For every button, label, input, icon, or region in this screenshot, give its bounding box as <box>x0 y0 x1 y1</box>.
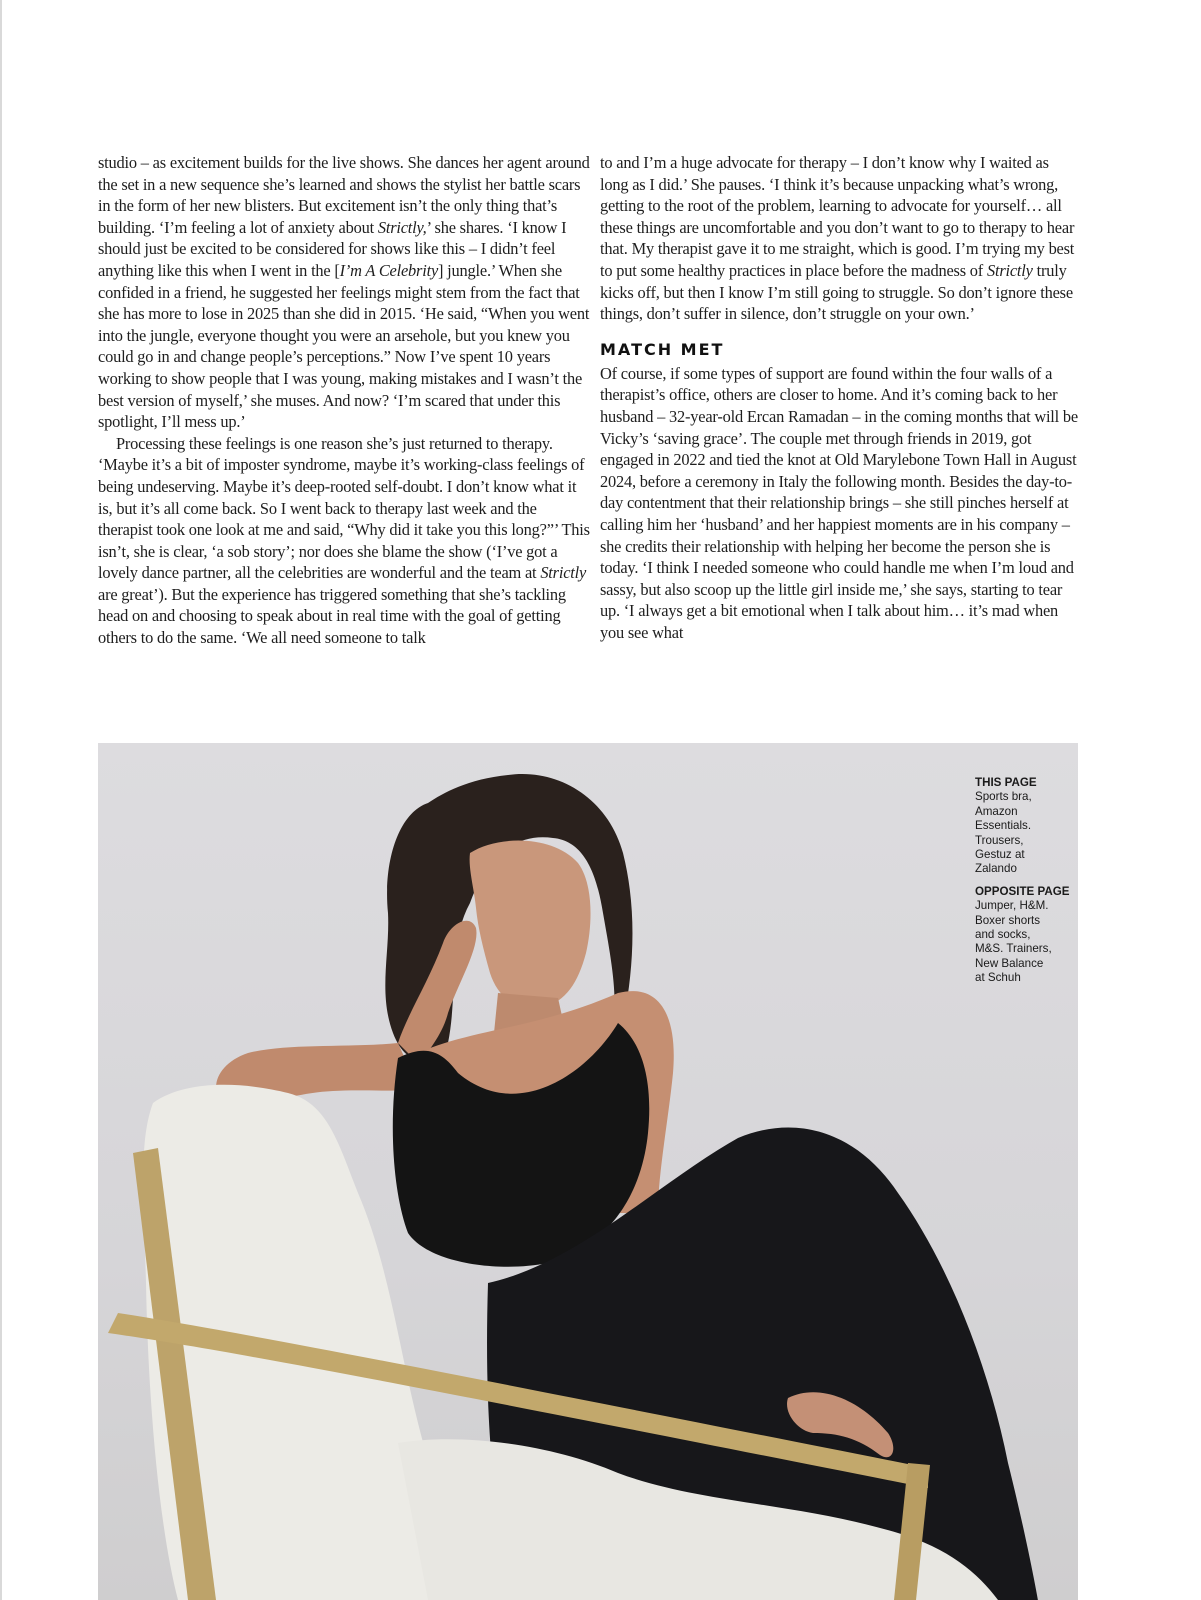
credit-text-this-page: Sports bra, Amazon Essentials. Trousers, Gestuz at Zalando <box>975 790 1032 876</box>
credit-label-this-page: THIS PAGE <box>975 776 1037 789</box>
fashion-credits <box>975 776 1075 994</box>
page-edge <box>0 0 2 1600</box>
paragraph-3: to and I’m a huge advocate for therapy – I don’t know why I waited as long as I did.’ She pauses. ‘I think it’s because unpacking what’s wrong, getting to the root of the problem, learning to advocate for yourself… all these things are uncomfortable and you don’t want to go to therapy to hear that. My therapist gave it to me straight, which is good. I’m trying my best to put some healthy practices in place before the madness of Strictly truly kicks off, but then I know I’m still going to struggle. So don’t ignore these things, don’t suffer in silence, don’t struggle on your own.’ <box>600 153 1075 324</box>
credit-label-opposite-page: OPPOSITE PAGE <box>975 884 1070 898</box>
section-subhead: MATCH MET <box>600 339 725 359</box>
portrait-photo <box>98 743 1078 1600</box>
portrait-illustration <box>98 743 1078 1600</box>
paragraph-4: Of course, if some types of support are found within the four walls of a therapist’s office, others are closer to home. And it’s coming back to her husband – 32-year-old Ercan Ramadan – in the coming months that will be Vicky’s ‘saving grace’. The couple met through friends in 2019, got engaged in 2022 and tied the knot at Old Marylebone Town Hall in August 2024, before a ceremony in Italy the following month. Besides the day-to-day contentment that their relationship brings – she still pinches herself at calling him her ‘husband’ and her happiest moments are in his company – she credits their relationship with helping her become the person she is today. ‘I think I needed someone who could handle me when I’m loud and sassy, but also scoop up the little girl inside me,’ she says, starting to tear up. ‘I always get a bit emotional when I talk about him… it’s mad when you see what <box>600 363 1078 642</box>
article-right-column <box>600 152 1078 643</box>
paragraph-1: studio – as excitement builds for the live shows. She dances her agent around the set in a new sequence she’s learned and shows the stylist her battle scars in the form of her new blisters. But excitement isn’t the only thing that’s building. ‘I’m feeling a lot of anxiety about Strictly,’ she shares. ‘I know I should just be excited to be considered for shows like this – I didn’t feel anything like this when I went in the [I’m A Celebrity] jungle.’ When she confided in a friend, he suggested her feelings might stem from the fact that she has more to lose in 2025 than she did in 2015. ‘He said, “When you went into the jungle, everyone thought you were an arsehole, but you knew you could go in and change people’s perceptions.” Now I’ve spent 10 years working to show people that I was young, making mistakes and I wasn’t the best version of myself,’ she muses. And now? ‘I’m scared that under this spotlight, I’ll mess up.’ <box>98 153 590 432</box>
paragraph-2: Processing these feelings is one reason she’s just returned to therapy. ‘Maybe it’s a bit of imposter syndrome, maybe it’s working-class feelings of being undeserving. Maybe it’s deep-rooted self-doubt. I don’t know what it is, but it’s all come back. So I went back to therapy last week and the therapist took one look at me and said, “Why did it take you this long?”’ This isn’t, she is clear, ‘a sob story’; nor does she blame the show (‘I’ve got a lovely dance partner, all the celebrities are wonderful and the team at Strictly are great’). But the experience has triggered something that she’s tackling head on and choosing to speak about in real time with the goal of getting others to do the same. ‘We all need someone to talk <box>98 433 590 648</box>
credit-text-opposite-page: Jumper, H&M. Boxer shorts and socks, M&S. Trainers, New Balance at Schuh <box>975 899 1052 985</box>
article-left-column <box>98 152 590 649</box>
